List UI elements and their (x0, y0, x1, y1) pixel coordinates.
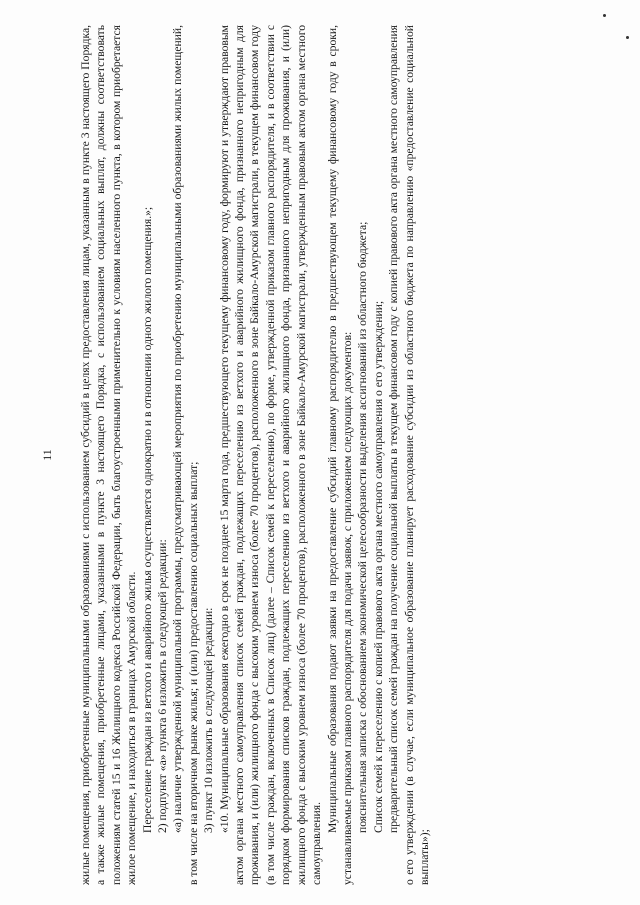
rotated-sheet (40, 25, 600, 885)
scan-speck (603, 14, 606, 17)
page-number: 11 (40, 449, 54, 461)
paragraph: 3) пункт 10 изложить в следующей редакции: (202, 607, 216, 833)
document-body (78, 25, 432, 885)
paragraph: Муниципальные образования подают заявки на предоставление субсидий главному распорядителю в предшествующем текущему финансовому году в сроки, устанавливаемые приказом главного распорядителя для подачи заявок, с приложением следующих документов: (325, 25, 354, 885)
paragraph: пояснительная записка с обоснованием экономической целесообразности выделения ассигнований из областного бюджета; (356, 221, 370, 833)
paragraph: Список семей к переселению с копией правового акта органа местного самоуправления о его утверждении; (371, 300, 385, 833)
paragraph: 2) подпункт «а» пункта 6 изложить в следующей редакции: (156, 539, 170, 833)
paragraph: жилые помещения, приобретенные муниципальными образованиями с использованием субсидий в целях предоставления лицам, указанным в пункте 3 настоящего Порядка, а также жилые помещения, приобретенные лицами, указанными в пункте 3 настоящего Порядка, с использованием социальных выплат, должны соответствовать положениям статей 15 и 16 Жилищного кодекса Российской Федерации, быть благоустроенными применительно к условиям населенного пункта, в котором приобретается жилое помещение, и находиться в границах Амурской области. (79, 25, 139, 885)
scan-speck (626, 36, 629, 39)
paragraph: Переселение граждан из ветхого и аварийного жилья осуществляется однократно и в отношении одного жилого помещения.»; (140, 206, 154, 833)
paragraph: «а) наличие утвержденной муниципальной программы, предусматривающей мероприятия по приобретению муниципальными образованиями жилых помещений, в том числе на вторичном рынке жилья; и (или) предоставлению социальных выплат; (171, 25, 200, 885)
paragraph: предварительный список семей граждан на получение социальной выплаты в текущем финансовом году с копией правового акта органа местного самоуправления о его утверждении (в случае, если муниципальное образование планирует расходование субсидии из областного бюджета по направлению «предоставление социальной выплаты»); (387, 25, 431, 885)
paragraph: «10. Муниципальные образования ежегодно в срок не позднее 15 марта года, предшествующего текущему финансовому году, формируют и утверждают правовым актом органа местного самоуправления список семей граждан, подлежащих переселению из ветхого и аварийного жилищного фонда, признанного непригодным для проживания, и (или) жилищного фонда с высоким уровнем износа (более 70 процентов), расположенного в зоне Байкало-Амурской магистрали, в текущем финансовом году (в том числе граждан, включенных в Список лиц) (далее – Список семей к переселению), по форме, утвержденной приказом главного распорядителя, и в соответствии с порядком формирования списков граждан, подлежащих переселению из ветхого и аварийного жилищного фонда, признанного непригодным для проживания, и (или) жилищного фонда с высоким уровнем износа (более 70 процентов), расположенного в зоне Байкало-Амурской магистрали, утвержденным правовым актом органа местного самоуправления. (217, 25, 324, 885)
